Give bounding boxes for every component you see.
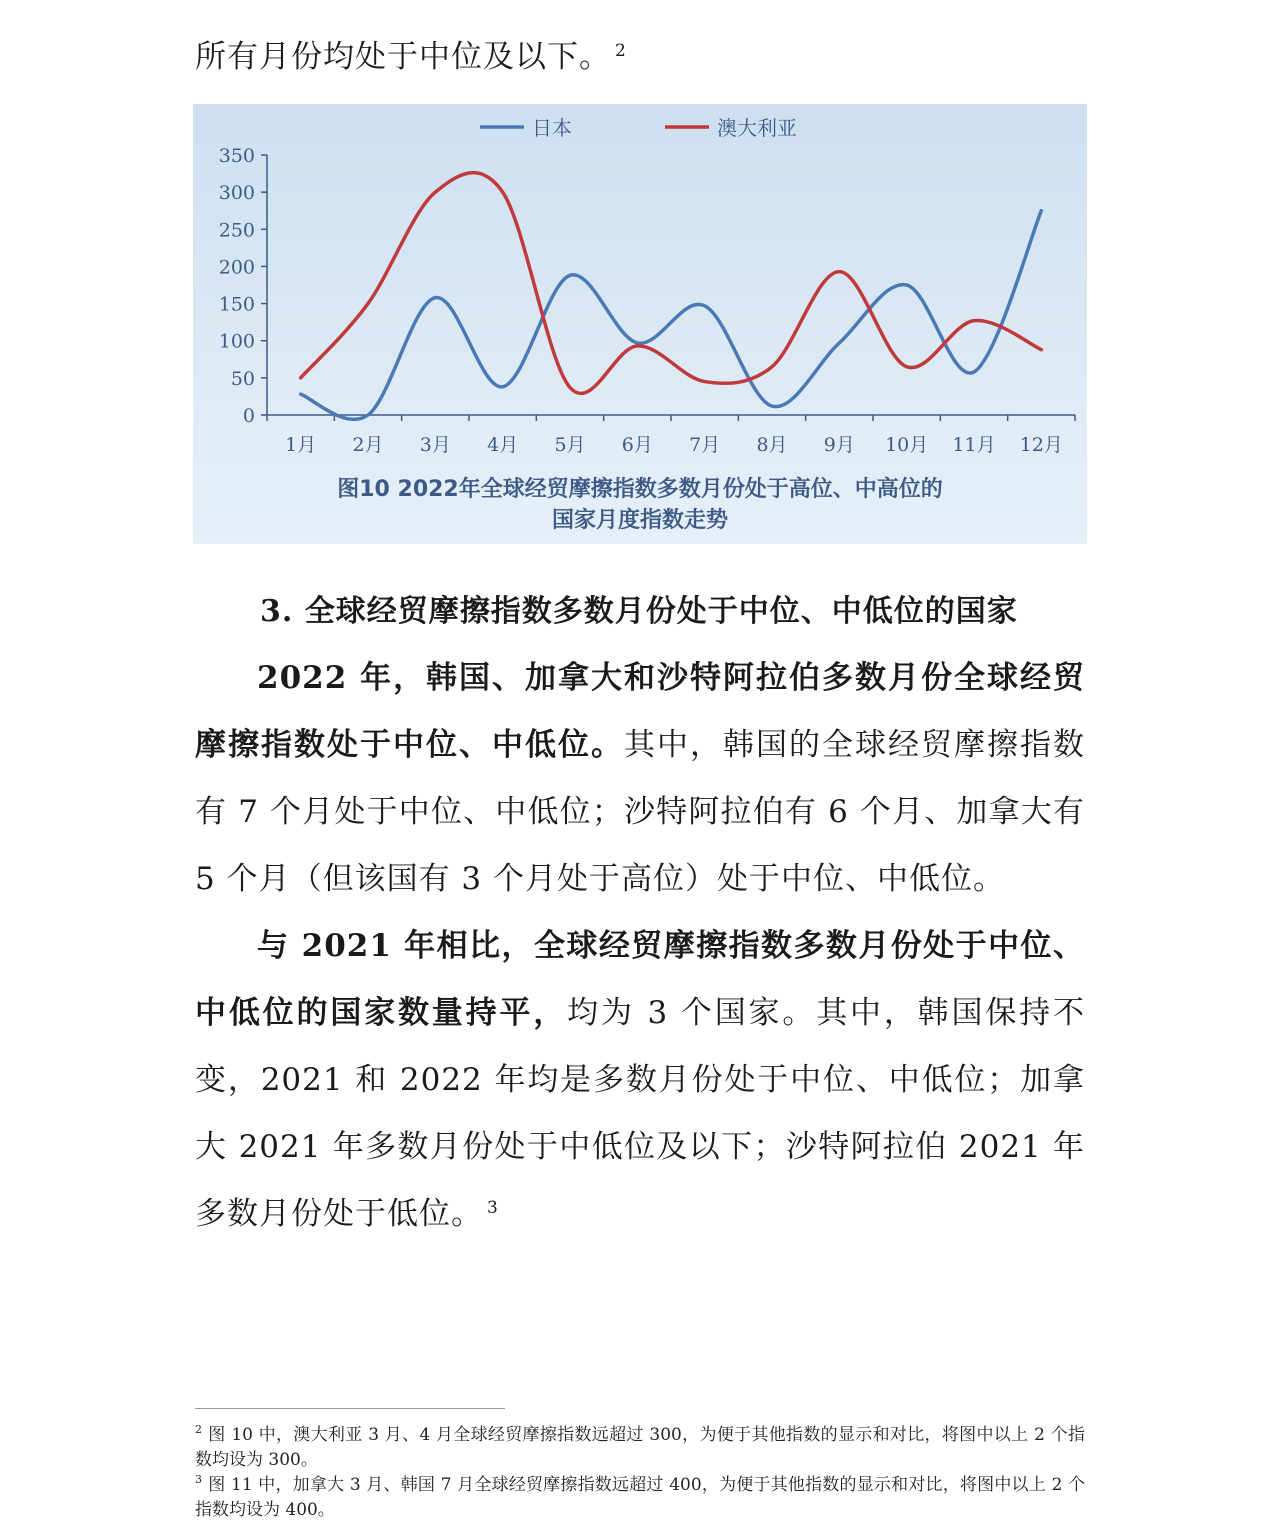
legend-label-2: 澳大利亚: [717, 116, 797, 140]
footnote-ref-2: 2: [615, 40, 627, 61]
paragraph-2-body: 均为 3 个国家。其中，韩国保持不变，2021 和 2022 年均是多数月份处于中位、中低位；加拿大 2021 年多数月份处于中低位及以下；沙特阿拉伯 2021 年多数月份处于低位。: [195, 995, 1085, 1232]
y-tick-label: 350: [218, 145, 255, 167]
top-line-body: 所有月份均处于中位及以下。: [195, 39, 611, 75]
y-tick-label: 150: [218, 293, 255, 316]
x-tick-label: 11月: [952, 434, 996, 456]
y-tick-label: 300: [218, 182, 255, 205]
section-heading: 3. 全球经贸摩擦指数多数月份处于中位、中低位的国家: [260, 594, 1018, 629]
x-tick-label: 6月: [621, 434, 653, 456]
x-tick-label: 2月: [352, 434, 384, 456]
footnote-ref-3: 3: [487, 1197, 499, 1218]
y-tick-label: 100: [218, 330, 255, 353]
footnote-2-mark: 2: [195, 1423, 202, 1437]
footnote-3-mark: 3: [195, 1473, 202, 1487]
footnote-3-text: 图 11 中，加拿大 3 月、韩国 7 月全球经贸摩擦指数远超过 400，为便于其他指数的显示和对比，将图中以上 2 个指数均设为 400。: [195, 1475, 1085, 1520]
x-tick-label: 1月: [285, 434, 317, 456]
paragraph-1: [195, 645, 1085, 913]
series-line-1: [301, 211, 1042, 420]
footnote-2-text: 图 10 中，澳大利亚 3 月、4 月全球经贸摩擦指数远超过 300，为便于其他指数的显示和对比，将图中以上 2 个指数均设为 300。: [195, 1425, 1085, 1470]
figure-10-chart: [193, 104, 1087, 544]
x-tick-label: 10月: [885, 434, 929, 456]
paragraph-1-bold: 2022 年，韩国、加拿大和沙特阿拉伯多数月份全球经贸摩擦指数处于中位、中低位。: [195, 660, 1085, 763]
series-line-2: [301, 173, 1042, 394]
y-tick-label: 0: [242, 405, 255, 427]
x-tick-label: 9月: [823, 434, 855, 456]
x-tick-label: 8月: [756, 434, 788, 456]
y-tick-label: 50: [230, 367, 255, 390]
footnote-3: [195, 1473, 1085, 1523]
y-tick-label: 250: [218, 219, 255, 242]
legend-label-1: 日本: [532, 116, 572, 140]
chart-caption-line-2: 国家月度指数走势: [551, 508, 728, 533]
paragraph-2-bold: 与 2021 年相比，全球经贸摩擦指数多数月份处于中位、中低位的国家数量持平，: [195, 928, 1085, 1031]
x-tick-label: 5月: [554, 434, 586, 456]
x-tick-label: 7月: [689, 434, 721, 456]
paragraph-2: [195, 913, 1085, 1248]
footnote-2: [195, 1423, 1085, 1473]
x-tick-label: 3月: [419, 434, 451, 456]
footnote-divider: [195, 1408, 505, 1409]
x-tick-label: 4月: [487, 434, 519, 456]
y-tick-label: 200: [218, 256, 255, 279]
x-tick-label: 12月: [1019, 434, 1063, 456]
chart-caption-line-1: 图10 2022年全球经贸摩擦指数多数月份处于高位、中高位的: [337, 477, 943, 502]
paragraph-1-body: 其中，韩国的全球经贸摩擦指数有 7 个月处于中位、中低位；沙特阿拉伯有 6 个月、加拿大有 5 个月（但该国有 3 个月处于高位）处于中位、中低位。: [195, 727, 1085, 897]
top-line-text: [195, 24, 1085, 91]
